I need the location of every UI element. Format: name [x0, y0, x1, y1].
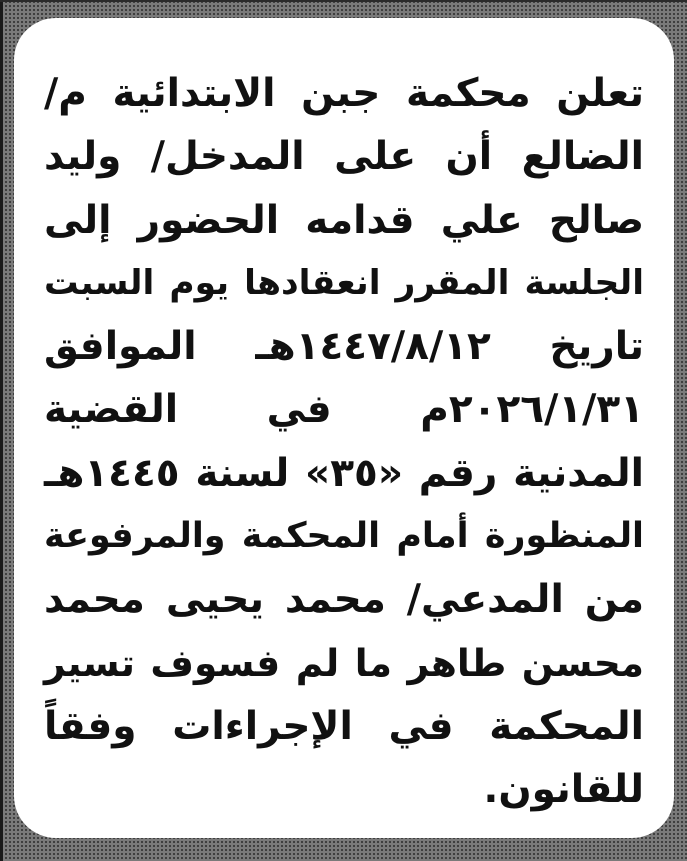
notice-line-10: محسن طاهر ما لم فسوف تسير — [44, 640, 644, 685]
court-notice-card — [14, 18, 674, 838]
notice-line-3: صالح علي قدامه الحضور إلى — [44, 197, 644, 243]
court-notice-text — [44, 62, 644, 822]
notice-line-2: الضالع أن على المدخل/ وليد — [44, 134, 644, 180]
notice-line-1: تعلن محكمة جبن الابتدائية م/ — [44, 71, 644, 116]
notice-line-9: من المدعي/ محمد يحيى محمد — [44, 577, 644, 623]
notice-line-4: الجلسة المقرر انعقادها يوم السبت — [44, 262, 644, 303]
notice-line-5: تاريخ ١٤٤٧/٨/١٢هـ الموافق — [44, 324, 644, 370]
frame-edge-left — [0, 0, 3, 861]
frame-edge-top — [0, 0, 687, 2]
notice-line-12: للقانون. — [483, 767, 644, 813]
notice-line-8: المنظورة أمام المحكمة والمرفوعة — [44, 516, 644, 557]
notice-line-6: ٢٠٢٦/١/٣١م في القضية — [44, 387, 644, 433]
notice-line-11: المحكمة في الإجراءات وفقاً — [44, 703, 644, 749]
notice-line-7: المدنية رقم «٣٥» لسنة ١٤٤٥هـ — [44, 450, 644, 496]
